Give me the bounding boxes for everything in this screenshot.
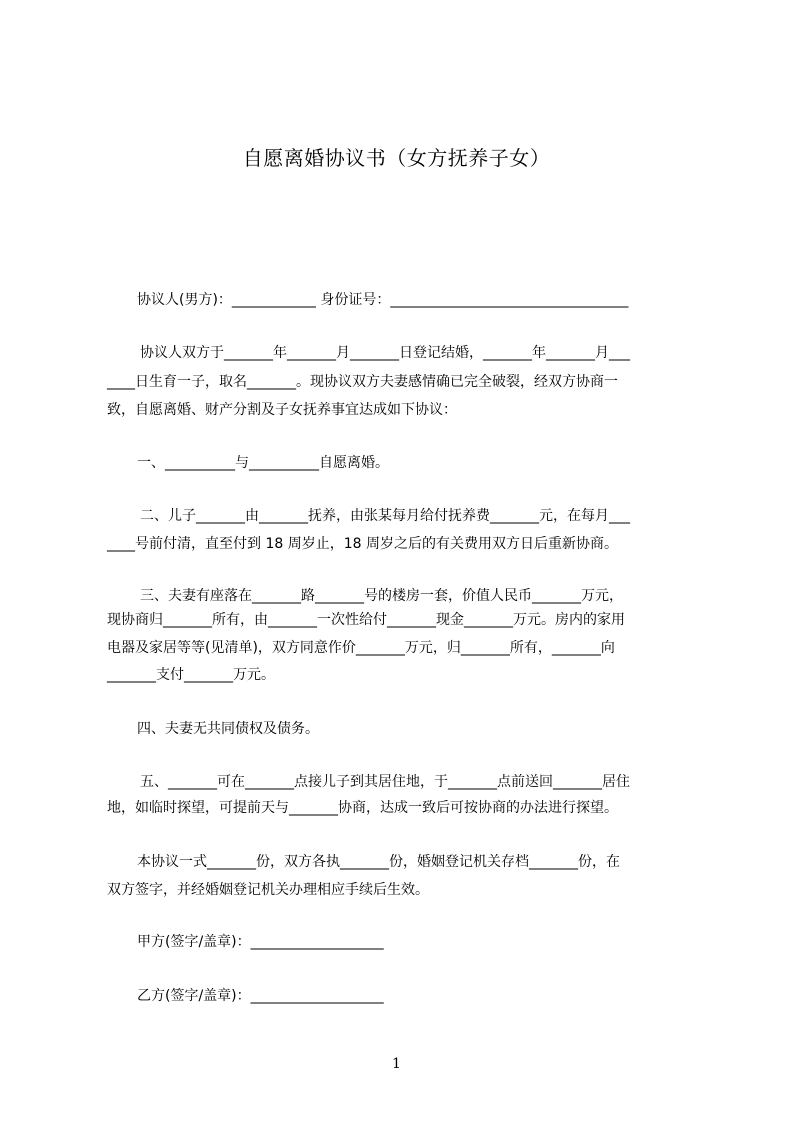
clause-2-line: ____号前付清，直至付到 18 周岁止，18 周岁之后的有关费用双方日后重新协商。 (107, 536, 618, 552)
paragraph-line: ____日生育一子，取名_______。现协议双方夫妻感情确已完全破裂，经双方协商一 (107, 374, 618, 390)
effect-clause-line: 双方签字，并经婚姻登记机关办理相应手续后生效。 (107, 882, 429, 898)
clause-3-line: 三、夫妻有座落在_______路_______号的楼房一套，价值人民币_______万元， (140, 588, 623, 604)
clause-5-line: 地，如临时探望，可提前天与_______协商，达成一致后可按协商的办法进行探望。 (107, 800, 618, 816)
clause-4: 四、夫妻无共同债权及债务。 (137, 721, 319, 737)
clause-1: 一、__________与__________自愿离婚。 (137, 455, 389, 471)
clause-3-line: _______支付_______万元。 (107, 667, 275, 683)
document-title: 自愿离婚协议书（女方抚养子女） (242, 146, 551, 170)
paragraph-line: 协议人双方于_______年_______月_______日登记结婚，_______年_______月___ (140, 345, 630, 361)
clause-3-line: 现协商归_______所有，由_______一次性给付_______现金_______万元。房内的家用 (107, 612, 625, 628)
party-b-signature: 乙方(签字/盖章)：___________________ (137, 988, 384, 1004)
party-a-signature: 甲方(签字/盖章)：___________________ (137, 934, 384, 950)
clause-5-line: 五、_______可在_______点接儿子到其居住地，于_______点前送回_______居住 (140, 774, 630, 790)
page-number: 1 (392, 1056, 401, 1072)
clause-2-line: 二、儿子_______由_______抚养，由张某每月给付抚养费_______元，在每月___ (140, 508, 630, 524)
clause-3-line: 电器及家居等等(见清单)，双方同意作价_______万元，归_______所有，_______向 (107, 640, 615, 656)
paragraph-line: 致，自愿离婚、财产分割及子女抚养事宜达成如下协议： (107, 402, 457, 418)
party-info-line: 协议人(男方)：____________ 身份证号：__________________________________ (137, 292, 629, 308)
effect-clause-line: 本协议一式_______份，双方各执_______份，婚姻登记机关存档_______份，在 (137, 854, 620, 870)
